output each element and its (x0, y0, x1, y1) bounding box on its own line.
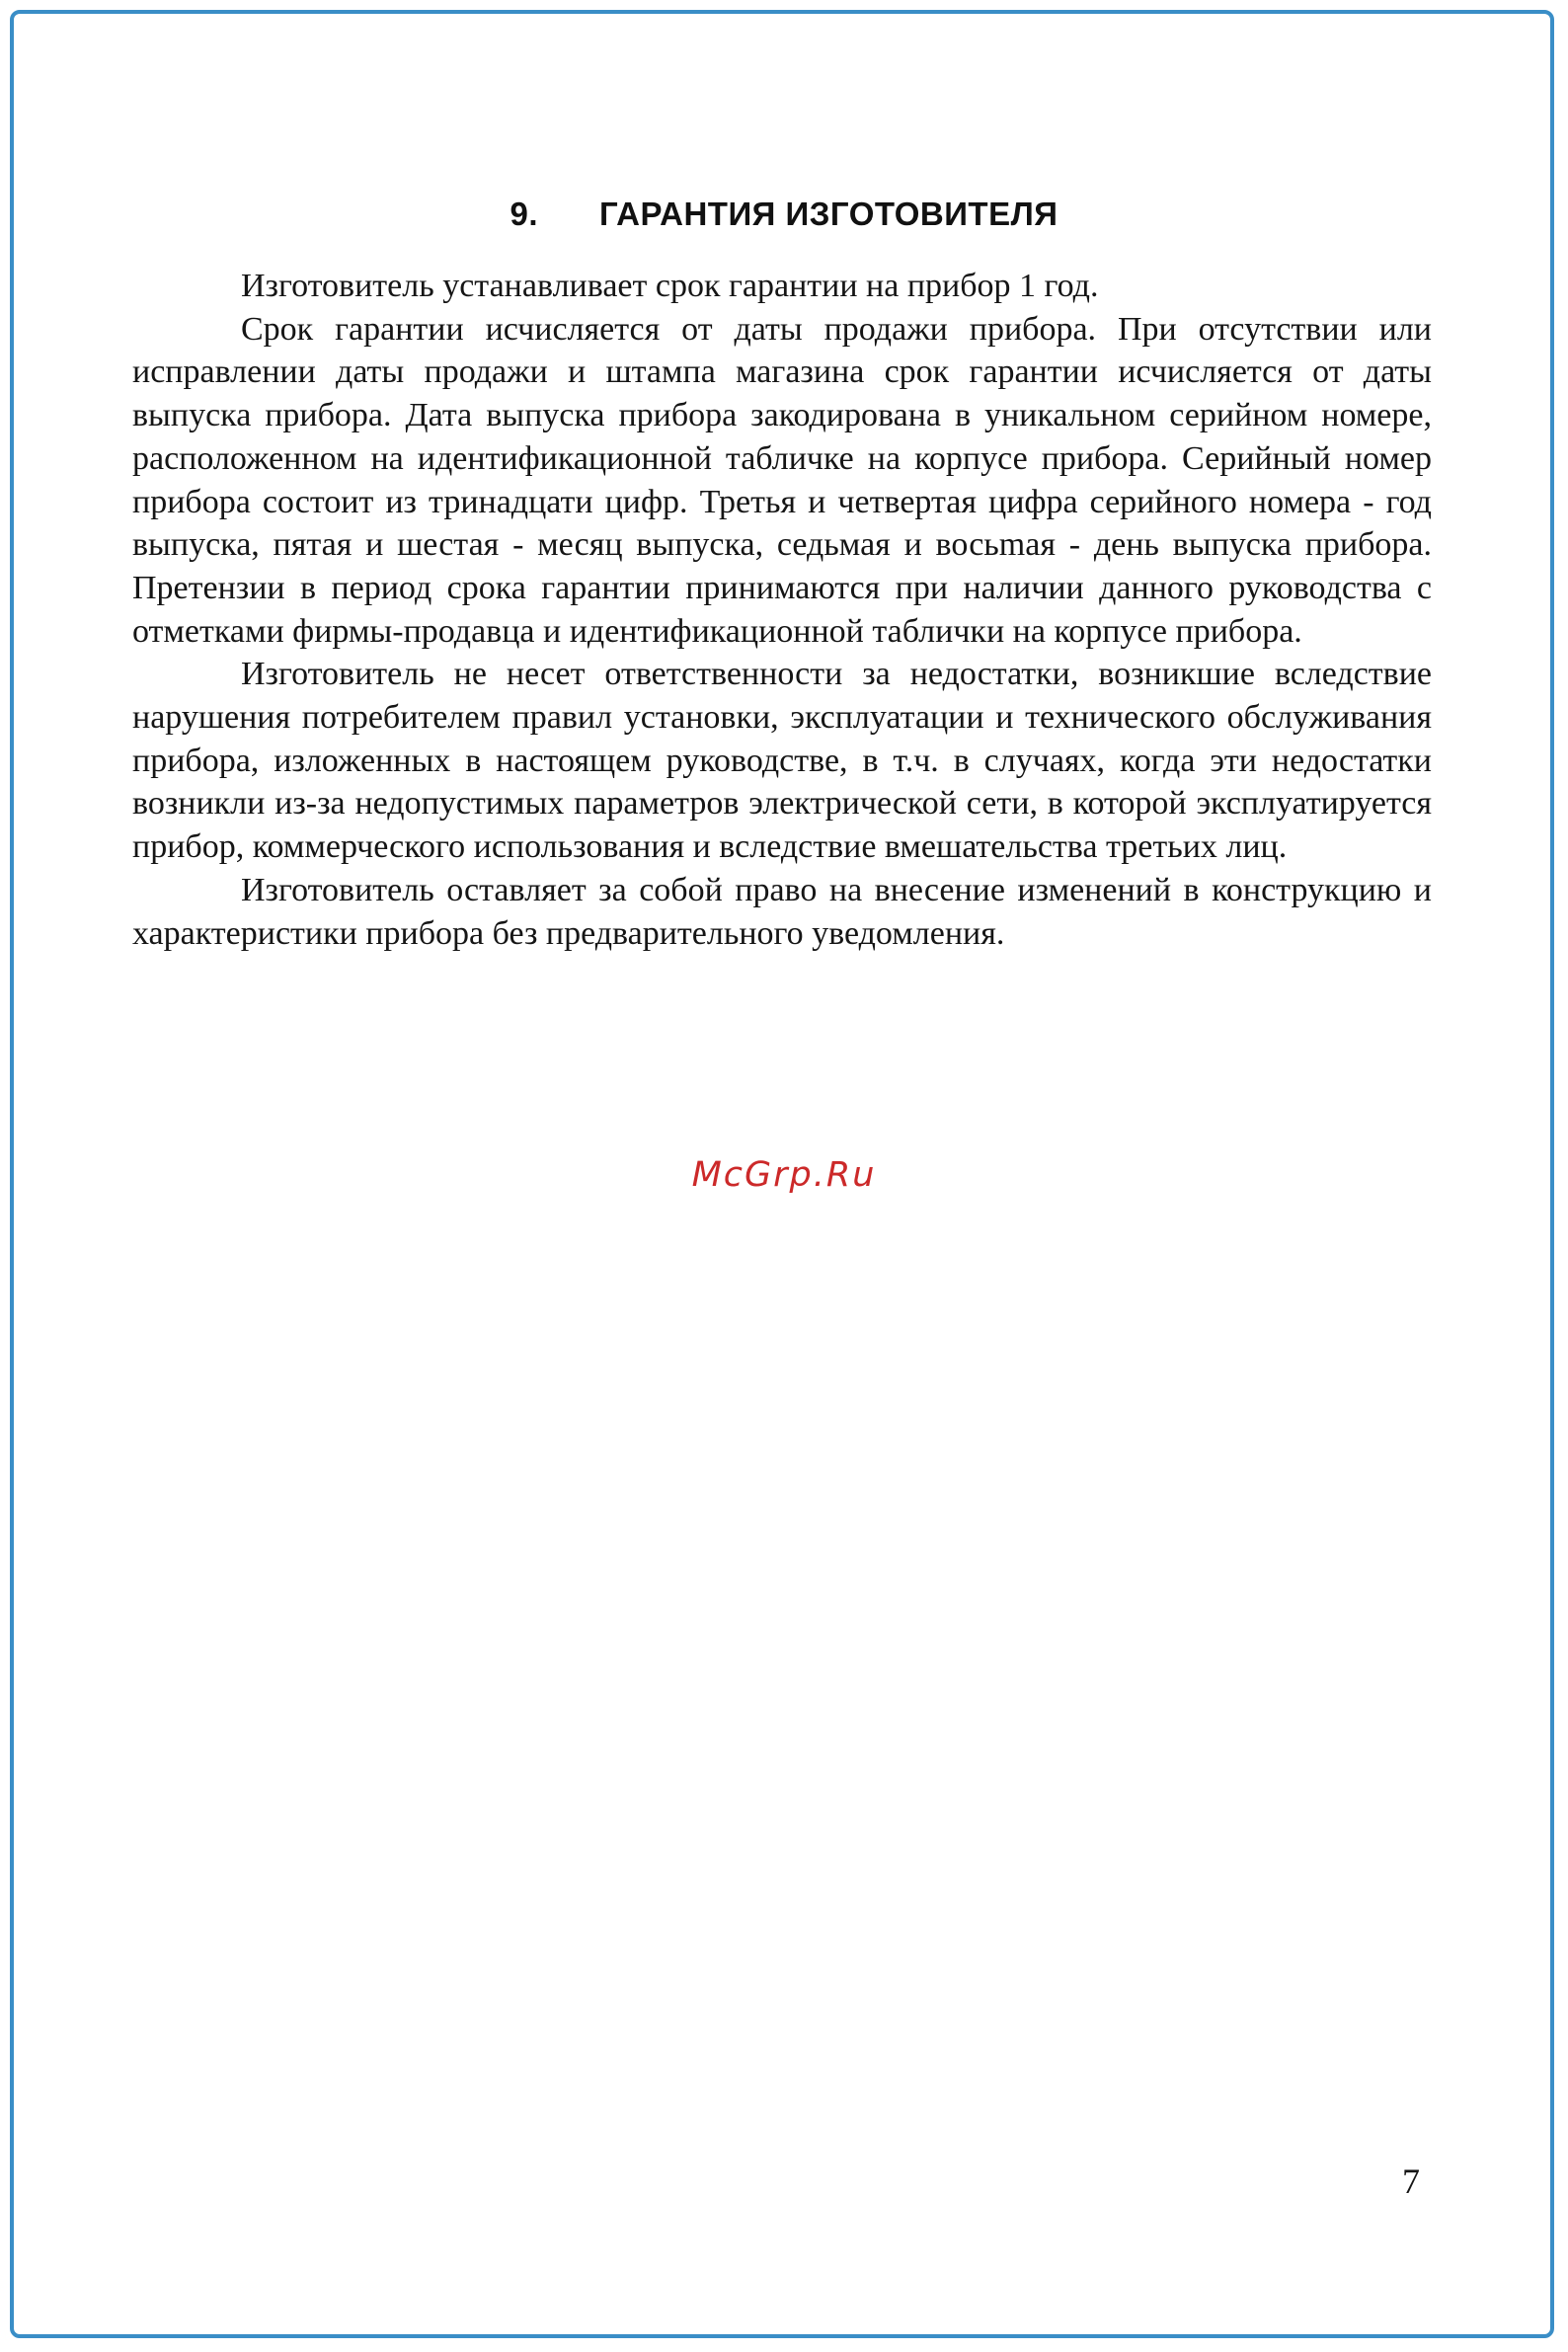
watermark: McGrp.Ru (691, 1155, 877, 1195)
section-title: ГАРАНТИЯ ИЗГОТОВИТЕЛЯ (599, 196, 1058, 232)
paragraph-liability: Изготовитель не несет ответственности за недостатки, возникшие вследствие нарушения потребителем правил установки, эксплуатации и технического обслуживания прибора, изложенных в настоящем руководстве, в т.ч. в случаях, когда эти недостатки возникли из-за недопустимых параметров электрической сети, в которой эксплуатируется прибор, коммерческого использования и вследствие вмешательства третьих лиц. (132, 656, 1432, 866)
section-number: 9. (510, 196, 539, 232)
paragraph-modifications: Изготовитель оставляет за собой право на внесение изменений в конструкцию и характеристики прибора без предварительного уведомления. (132, 871, 1432, 952)
paragraph-warranty-term: Изготовитель устанавливает срок гарантии на прибор 1 год. (241, 268, 1099, 304)
page-number: 7 (1402, 2161, 1420, 2201)
paragraph-warranty-calculation: Срок гарантии исчисляется от даты продажи прибора. При отсутствии или исправлении даты продажи и штампа магазина срок гарантии исчисляется от даты выпуска прибора. Дата выпуска прибора закодирована в уникальном серийном номере, расположенном на идентификационной табличке на корпусе прибора. Серийный номер прибора состоит из тринадцати цифр. Третья и четвертая цифра серийного номера - год выпуска, пятая и шестая - месяц выпуска, седьмая и восьmая - день выпуска прибора. Претензии в период срока гарантии принимаются при наличии данного руководства с отметками фирмы-продавца и идентификационной таблички на корпусе прибора. (132, 310, 1432, 650)
warranty-text (132, 265, 1432, 955)
section-heading (0, 196, 1568, 233)
